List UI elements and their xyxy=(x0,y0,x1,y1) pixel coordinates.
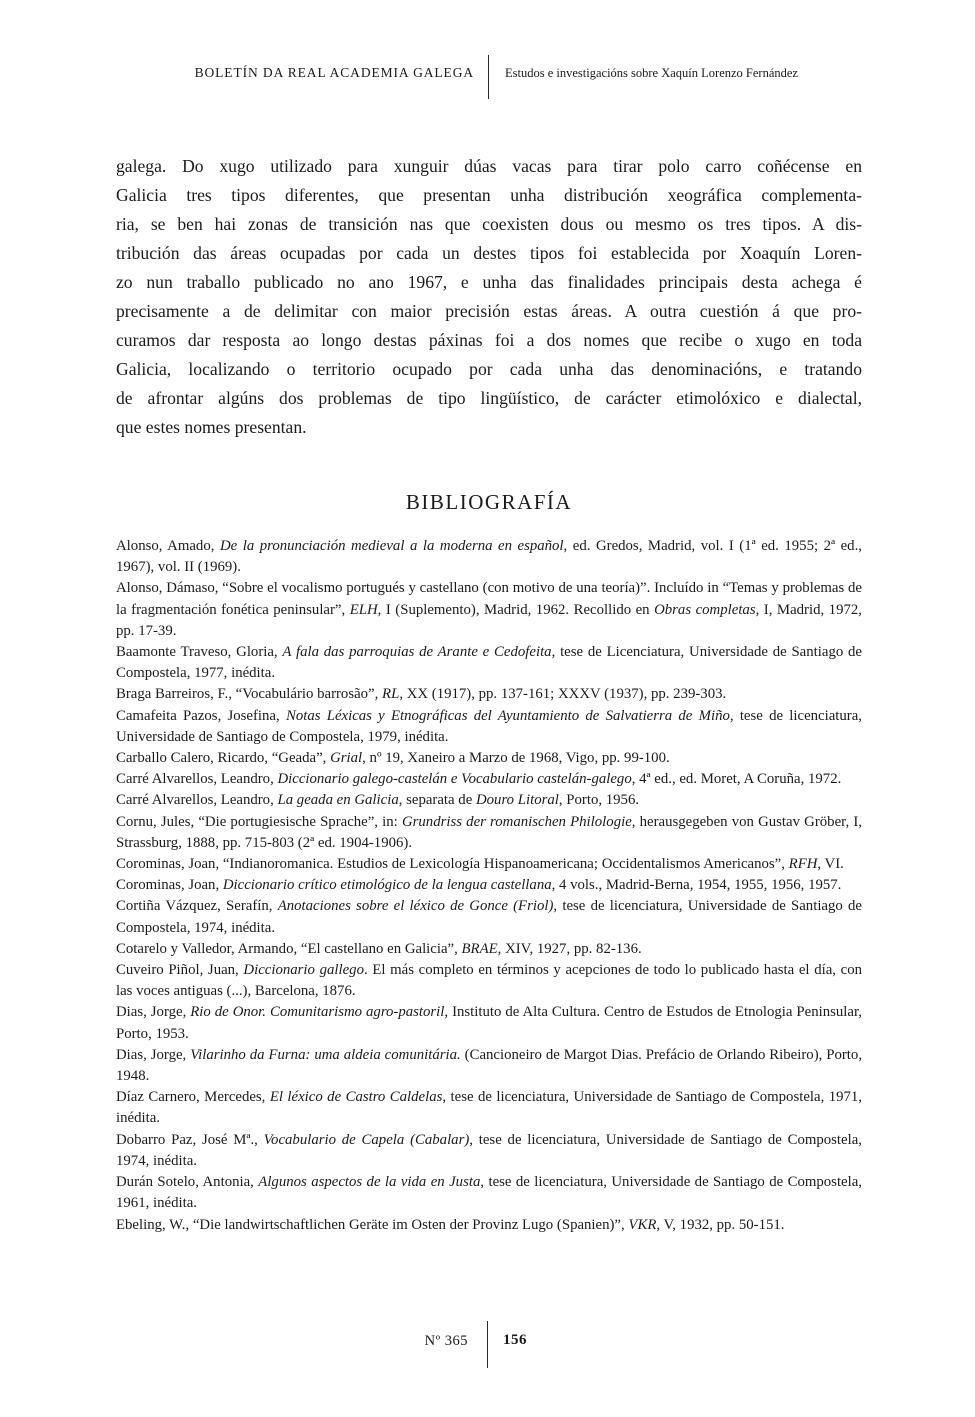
entry-title-italic: Grundriss der romanischen Philologie xyxy=(401,813,632,830)
entry-title-italic: VKR xyxy=(628,1216,657,1233)
entry-text: , tese de licenciatura, Universidade de Santiago de Compostela, 1971, inédita. xyxy=(116,1089,862,1127)
paragraph-line: ria, se ben hai zonas de transición nas que coexisten dous ou mesmo os tres tipos. A dis- xyxy=(116,214,862,234)
entry-title-italic: Obras completas xyxy=(654,601,756,618)
paragraph-line: precisamente a de delimitar con maior precisión estas áreas. A outra cuestión á que pro- xyxy=(116,301,862,321)
footer-page-number: 156 xyxy=(503,1332,527,1348)
bibliography-entry xyxy=(116,536,862,578)
bibliography-entry xyxy=(116,684,862,705)
entry-text: , 4ª ed., ed. Moret, A Coruña, 1972. xyxy=(631,771,842,788)
entry-text: (Cancioneiro de Margot Dias. Prefácio de Orlando Ribeiro), Porto, 1948. xyxy=(116,1046,863,1085)
entry-text: , tese de Licenciatura, Universidade de Santiago de Compostela, 1977, inédita. xyxy=(116,644,862,682)
bibliography-entry xyxy=(116,896,862,938)
entry-text: , 4 vols., Madrid-Berna, 1954, 1955, 1956, 1957. xyxy=(551,877,842,894)
paragraph-line: tribución das áreas ocupadas por cada un destes tipos foi establecida por Xoaquín Loren- xyxy=(116,243,862,263)
entry-text: Dobarro Paz, José Mª., xyxy=(116,1131,264,1148)
entry-text: , herausgegeben von Gustav Gröber, I, Strassburg, 1888, pp. 715-803 (2ª ed. 1904-1906). xyxy=(116,813,862,851)
entry-text: Braga Barreiros, F., “Vocabulário barrosão”, xyxy=(116,686,383,703)
entry-title-italic: A fala das parroquias de Arante e Cedofeita xyxy=(282,644,552,661)
entry-title-italic: Notas Léxicas y Etnográficas del Ayuntamiento de Salvatierra de Miño xyxy=(285,707,730,724)
entry-title-italic: BRAE xyxy=(461,940,498,957)
entry-text: Dias, Jorge, xyxy=(116,1046,191,1063)
entry-text: , tese de licenciatura, Universidade de Santiago de Compostela, 1979, inédita. xyxy=(116,707,862,745)
entry-title-italic: Rio de Onor. Comunitarismo agro-pastoril xyxy=(190,1004,445,1021)
issue-subtitle: Estudos e investigacións sobre Xaquín Lorenzo Fernández xyxy=(505,66,798,80)
bibliography-entry xyxy=(116,578,862,642)
entry-text: , I (Suplemento), Madrid, 1962. Recollido en xyxy=(377,601,655,618)
entry-title-italic: La geada en Galicia xyxy=(277,792,399,809)
section-title-bibliografia: BIBLIOGRAFÍA xyxy=(405,490,573,514)
bibliography-entry xyxy=(116,939,862,960)
entry-title-italic: RFH xyxy=(788,856,818,873)
body-paragraph xyxy=(116,152,862,442)
bibliography-entry xyxy=(116,748,862,769)
footer-divider xyxy=(487,1321,488,1368)
entry-text: Durán Sotelo, Antonia, xyxy=(116,1174,259,1191)
entry-text: , I, Madrid, 1972, pp. 17-39. xyxy=(116,601,862,639)
entry-text: Baamonte Traveso, Gloria, xyxy=(116,644,283,661)
paragraph-line: galega. Do xugo utilizado para xunguir dúas vacas para tirar polo carro coñécense en xyxy=(116,156,862,176)
entry-text: Carré Alvarellos, Leandro, xyxy=(116,771,278,788)
entry-text: Díaz Carnero, Mercedes, xyxy=(116,1089,270,1106)
entry-text: Corominas, Joan, xyxy=(116,877,223,894)
paragraph-line: zo nun traballo publicado no ano 1967, e unha das finalidades principais desta achega é xyxy=(116,272,862,292)
entry-text: . El más completo en términos y acepciones de todo lo publicado hasta el día, con las voces antiguas (...), Barcelona, 1876. xyxy=(116,962,863,1000)
bibliography-entry xyxy=(116,642,862,684)
entry-title-italic: Diccionario galego-castelán e Vocabulario castelán-galego xyxy=(277,771,632,788)
entry-title-italic: RL xyxy=(382,686,400,703)
entry-text: Corominas, Joan, “Indianoromanica. Estudios de Lexicología Hispanoamericana; Occidentalismos Americanos”, xyxy=(116,856,789,873)
entry-title-italic: ELH xyxy=(349,601,378,618)
header-divider xyxy=(488,55,489,99)
entry-text: , ed. Gredos, Madrid, vol. I (1ª ed. 1955; 2ª ed., 1967), vol. II (1969). xyxy=(116,538,862,576)
bibliography-entry xyxy=(116,854,862,875)
bibliography-entry xyxy=(116,1130,862,1172)
paragraph-line: Galicia tres tipos diferentes, que presentan unha distribución xeográfica complementa- xyxy=(116,185,862,205)
entry-title-italic: De la pronunciación medieval a la moderna en español xyxy=(219,538,564,554)
entry-text: Camafeita Pazos, Josefina, xyxy=(116,707,286,724)
journal-title: BOLETÍN DA REAL ACADEMIA GALEGA xyxy=(194,65,474,80)
entry-text: , tese de licenciatura, Universidade de Santiago de Compostela, 1974, inédita. xyxy=(116,898,862,936)
entry-text: Cortiña Vázquez, Serafín, xyxy=(116,898,278,915)
bibliography-entry xyxy=(116,1215,862,1236)
entry-text: , VI. xyxy=(817,856,844,873)
entry-text: , XIV, 1927, pp. 82-136. xyxy=(497,940,642,957)
bibliography-entry xyxy=(116,1087,862,1129)
entry-title-italic: Diccionario crítico etimológico de la lengua castellana xyxy=(222,877,552,894)
entry-text: Alonso, Dámaso, “Sobre el vocalismo portugués y castellano (con motivo de una teoría)”. Incluído in “Temas y problemas de la fragmentación fonética peninsular”, xyxy=(116,580,862,618)
entry-text: , tese de licenciatura, Universidade de Santiago de Compostela, 1961, inédita. xyxy=(116,1174,862,1212)
entry-title-italic: Vocabulario de Capela (Cabalar) xyxy=(263,1131,470,1148)
paragraph-line: de afrontar algúns dos problemas de tipo lingüístico, de carácter etimolóxico e dialectal, xyxy=(116,388,862,408)
entry-text: Alonso, Amado, xyxy=(116,538,220,554)
entry-text: , XX (1917), pp. 137-161; XXXV (1937), pp. 239-303. xyxy=(399,686,727,703)
entry-title-italic: Anotaciones sobre el léxico de Gonce (Friol) xyxy=(277,898,554,915)
entry-text: , Instituto de Alta Cultura. Centro de Estudos de Etnologia Peninsular, Porto, 1953. xyxy=(116,1004,862,1042)
entry-title-italic: Algunos aspectos de la vida en Justa xyxy=(258,1174,481,1191)
entry-text: , tese de licenciatura, Universidade de Santiago de Compostela, 1974, inédita. xyxy=(116,1131,862,1169)
entry-text: Cornu, Jules, “Die portugiesische Sprache”, in: xyxy=(116,813,402,830)
bibliography-entry xyxy=(116,812,862,854)
entry-text: Ebeling, W., “Die landwirtschaftlichen Geräte im Osten der Provinz Lugo (Spanien)”, xyxy=(116,1216,629,1233)
paragraph-line: que estes nomes presentan. xyxy=(116,417,307,437)
footer-issue-number: Nº 365 xyxy=(424,1333,468,1349)
entry-text: , separata de xyxy=(398,792,476,809)
entry-text: , Porto, 1956. xyxy=(558,792,640,809)
entry-text: Carballo Calero, Ricardo, “Geada”, xyxy=(116,750,331,767)
paragraph-line: curamos dar resposta ao longo destas páxinas foi a dos nomes que recibe o xugo en toda xyxy=(116,330,862,350)
entry-title-italic: Grial xyxy=(330,750,363,767)
bibliography-entry xyxy=(116,769,862,790)
bibliography-entry xyxy=(116,706,862,748)
paragraph-line: Galicia, localizando o territorio ocupado por cada unha das denominacións, e tratando xyxy=(116,359,862,379)
entry-title-italic: El léxico de Castro Caldelas xyxy=(269,1089,443,1106)
entry-title-italic: Diccionario gallego xyxy=(243,962,364,979)
entry-text: , nº 19, Xaneiro a Marzo de 1968, Vigo, pp. 99-100. xyxy=(362,750,670,767)
bibliography-entry xyxy=(116,960,862,1002)
bibliography-entry xyxy=(116,1045,862,1087)
bibliography-entry xyxy=(116,790,862,811)
bibliography-list xyxy=(116,536,862,1236)
bibliography-entry xyxy=(116,1172,862,1214)
entry-text: , V, 1932, pp. 50-151. xyxy=(656,1216,785,1233)
entry-title-italic: Douro Litoral xyxy=(475,792,559,809)
entry-text: Cuveiro Piñol, Juan, xyxy=(116,962,244,979)
entry-text: Carré Alvarellos, Leandro, xyxy=(116,792,278,809)
entry-title-italic: Vilarinho da Furna: uma aldeia comunitária. xyxy=(190,1046,461,1063)
bibliography-entry xyxy=(116,875,862,896)
entry-text: Cotarelo y Valledor, Armando, “El castellano en Galicia”, xyxy=(116,940,462,957)
bibliography-entry xyxy=(116,1002,862,1044)
entry-text: Dias, Jorge, xyxy=(116,1004,191,1021)
